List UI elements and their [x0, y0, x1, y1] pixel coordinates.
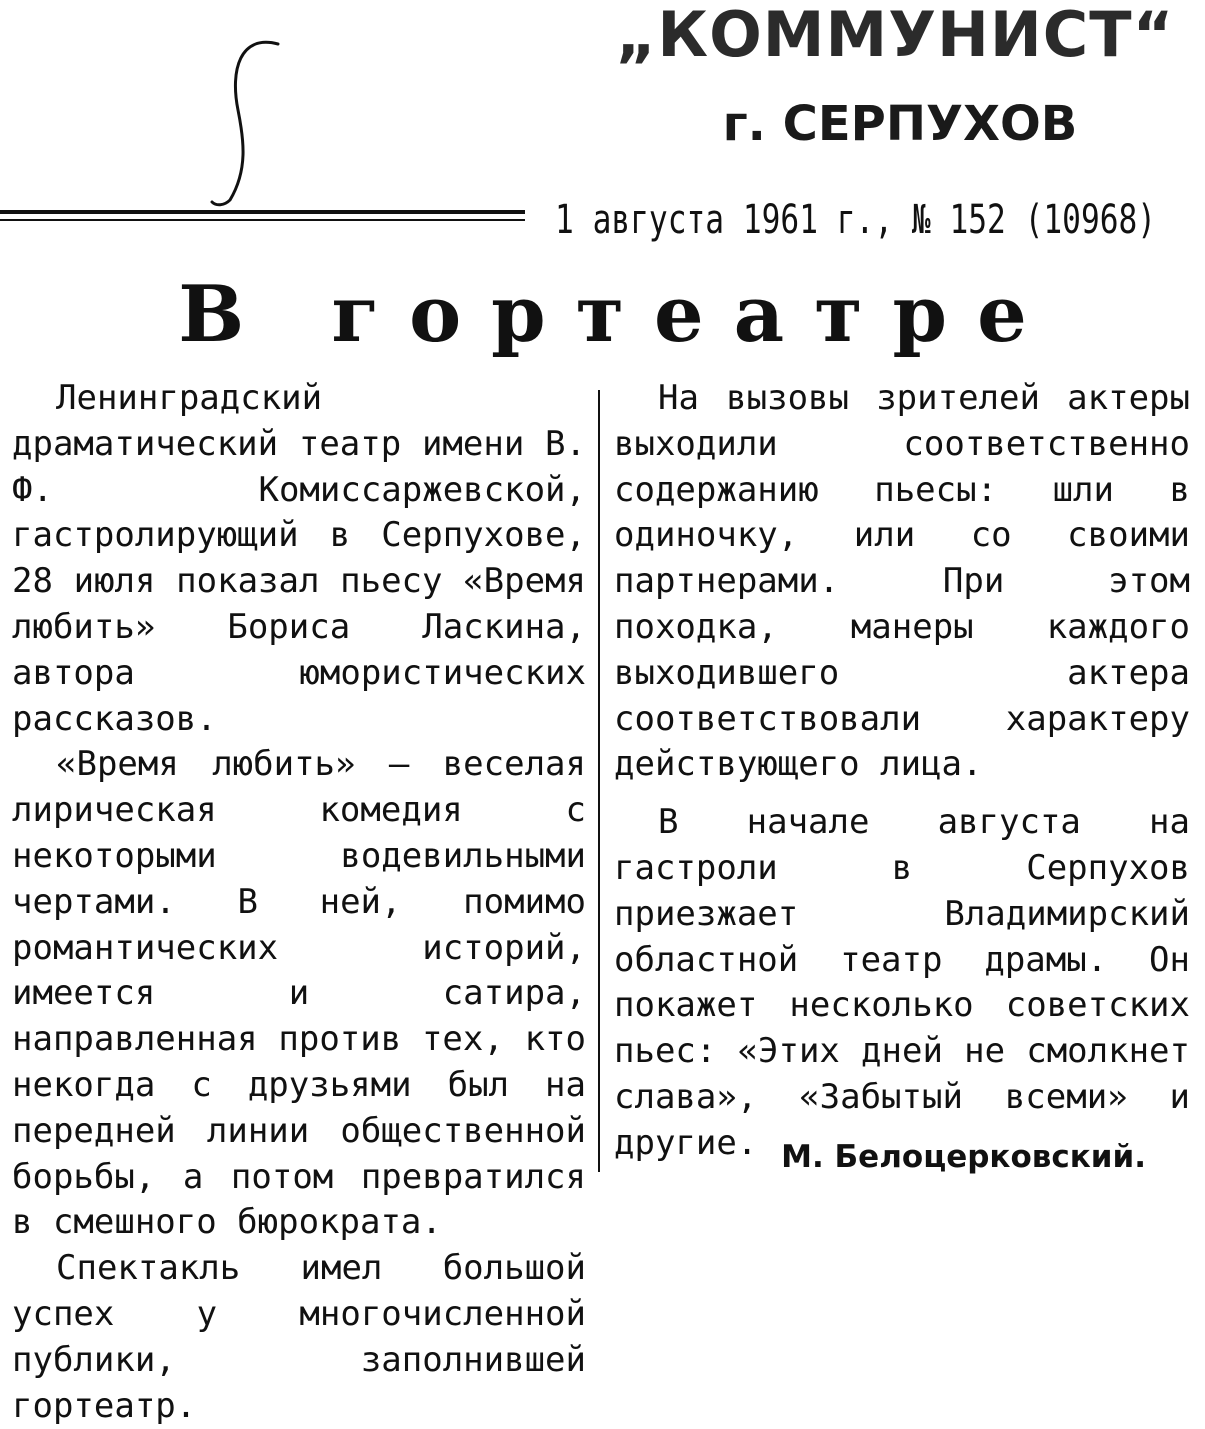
paragraph: На вызовы зрителей актеры выходили соответственно содержанию пьесы: шли в одиночку, или со своими партнерами. При этом походка, манеры каждого выходившего актера соответствовали характеру действующего лица.	[614, 378, 1190, 785]
author-signature: М. Белоцерковский.	[781, 1139, 1146, 1175]
header-rule-thin	[0, 219, 525, 221]
paragraph: «Время любить» — веселая лирическая комедия с некоторыми водевильными чертами. В ней, помимо романтических историй, имеется и сатира, направленная против тех, кто некогда с друзьями был на передней линии общественной борьбы, а потом превратился в смешного бюрократа.	[12, 744, 586, 1243]
column-divider	[598, 390, 600, 1172]
issue-dateline: 1 августа 1961 г., № 152 (10968)	[555, 197, 1157, 243]
article-headline: В гортеатре	[178, 269, 1057, 360]
paragraph: Ленинградский драматический театр имени В. Ф. Комиссаржевской, гастролирующий в Серпухове, 28 июля показал пьесу «Время любить» Бориса Ласкина, автора юмористических рассказов.	[12, 378, 586, 739]
article-column-left	[12, 376, 586, 1429]
header-rule	[0, 210, 525, 214]
article-column-right	[614, 376, 1190, 1167]
paragraph: Спектакль имел большой успех у многочисленной публики, заполнившей гортеатр.	[12, 1248, 586, 1426]
newspaper-name-stamp: „КОММУНИСТ“	[615, 0, 1175, 71]
paragraph: В начале августа на гастроли в Серпухов приезжает Владимирский областной театр драмы. Он покажет несколько советских пьес: «Этих дней не смолкнет слава», «Забытый всеми» и другие.	[614, 802, 1190, 1163]
city-stamp: г. СЕРПУХОВ	[722, 96, 1078, 152]
handwritten-mark	[200, 30, 290, 210]
